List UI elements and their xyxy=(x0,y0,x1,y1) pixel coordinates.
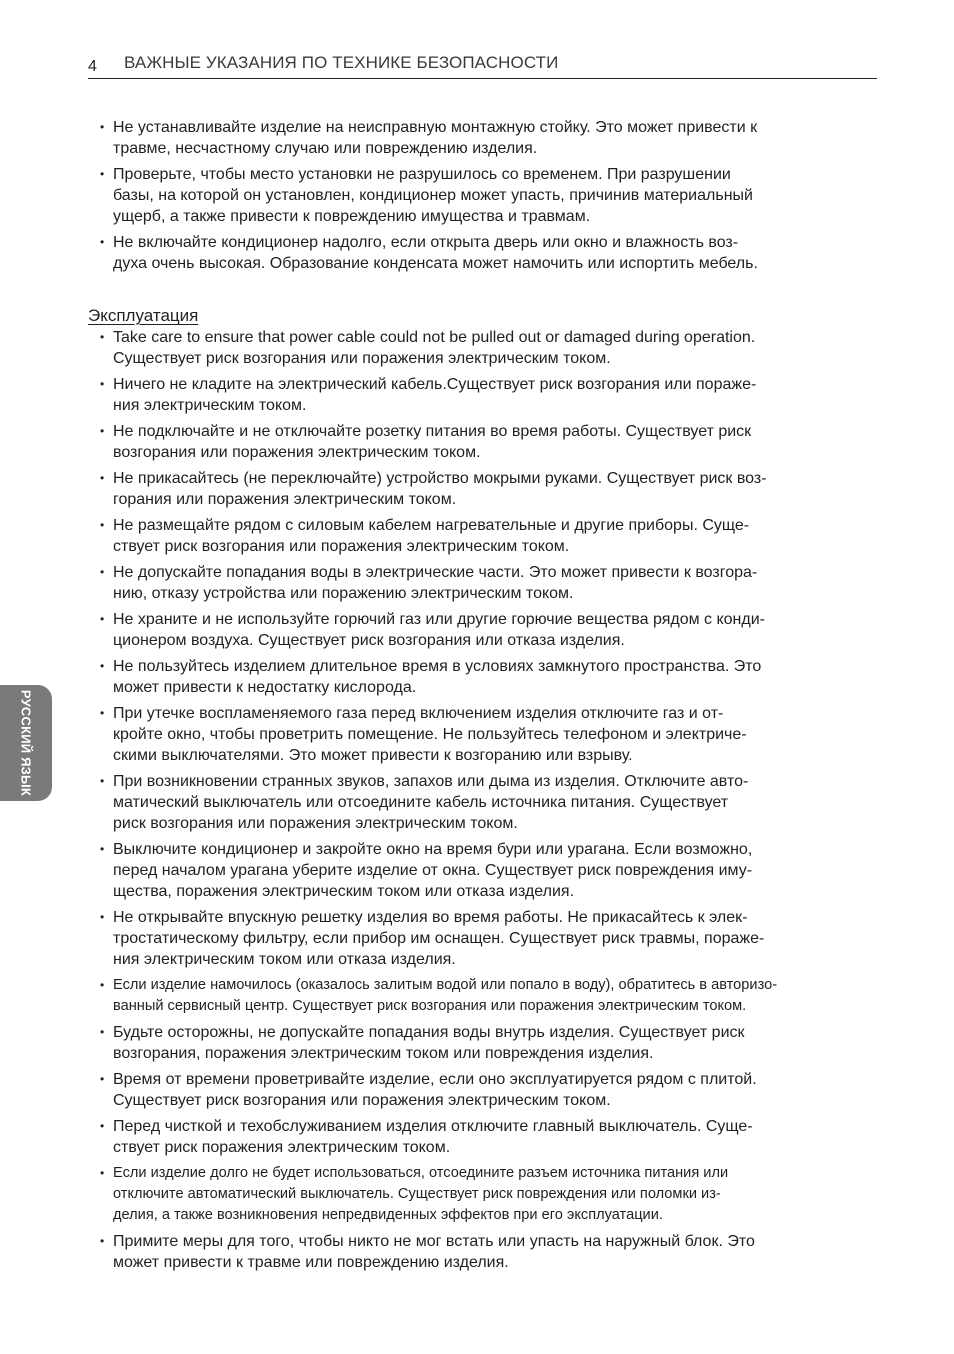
list-item: • При утечке воспламеняемого газа перед включением изделия отключите газ и от- кройте окно, чтобы проветрить помещение. Не пользуйтесь телефоном и электриче- скими выключателями. Это может привести к возгоранию или взрыву. xyxy=(100,703,880,766)
list-item: • Не пользуйтесь изделием длительное время в условиях замкнутого пространства. Это может привести к недостатку кислорода. xyxy=(100,656,880,698)
list-item: • Время от времени проветривайте изделие, если оно эксплуатируется рядом с плитой. Существует риск возгорания или поражения электрическим током. xyxy=(100,1069,880,1111)
list-item: • При возникновении странных звуков, запахов или дыма из изделия. Отключите авто- матический выключатель или отсоедините кабель источника питания. Существует риск возгорания или поражения электрическим током. xyxy=(100,771,880,834)
list-item: • Не прикасайтесь (не переключайте) устройство мокрыми руками. Существует риск воз- горания или поражения электрическим током. xyxy=(100,468,880,510)
list-item: • Не храните и не используйте горючий газ или другие горючие вещества рядом с конди- ционером воздуха. Существует риск возгорания или отказа изделия. xyxy=(100,609,880,651)
page-number: 4 xyxy=(88,58,97,75)
language-tab-label: РУССКИЙ ЯЗЫК xyxy=(18,689,34,797)
list-item: • Перед чисткой и техобслуживанием изделия отключите главный выключатель. Суще- ствует риск поражения электрическим током. xyxy=(100,1116,880,1158)
installation-section xyxy=(100,117,880,274)
list-item: • Не открывайте впускную решетку изделия во время работы. Не прикасайтесь к элек- тростатическому фильтру, если прибор им оснащен. Существует риск травмы, пораже- ния электрическим током или отказа изделия. xyxy=(100,907,880,970)
list-item: • Ничего не кладите на электрический кабель.Существует риск возгорания или пораже- ния электрическим током. xyxy=(100,374,880,416)
operation-section xyxy=(100,327,880,1273)
list-item: • Take care to ensure that power cable could not be pulled out or damaged during operation. Существует риск возгорания или поражения электрическим током. xyxy=(100,327,880,369)
section-heading-operation: Эксплуатация xyxy=(88,306,199,325)
list-item: • Выключите кондиционер и закройте окно на время бури или урагана. Если возможно, перед началом урагана уберите изделие от окна. Существует риск повреждения иму- щества, поражения электрическим током или отказа изделия. xyxy=(100,839,880,902)
list-item: • Не устанавливайте изделие на неисправную монтажную стойку. Это может привести к травме, несчастному случаю или повреждению изделия. xyxy=(100,117,880,159)
list-item: • Не включайте кондиционер надолго, если открыта дверь или окно и влажность воз- духа очень высокая. Образование конденсата может намочить или испортить мебель. xyxy=(100,232,880,274)
installation-list xyxy=(100,117,880,274)
list-item: • Проверьте, чтобы место установки не разрушилось со временем. При разрушении базы, на которой он установлен, кондиционер может упасть, причинив материальный ущерб, а также привести к повреждению имущества и травмам. xyxy=(100,164,880,227)
list-item: • Не допускайте попадания воды в электрические части. Это может привести к возгора- нию, отказу устройства или поражению электрическим током. xyxy=(100,562,880,604)
list-item: • Примите меры для того, чтобы никто не мог встать или упасть на наружный блок. Это может привести к травме или повреждению изделия. xyxy=(100,1231,880,1273)
list-item: • Не подключайте и не отключайте розетку питания во время работы. Существует риск возгорания или поражения электрическим током. xyxy=(100,421,880,463)
page-header xyxy=(88,54,877,79)
operation-list xyxy=(100,327,880,1273)
list-item: • Если изделие намочилось (оказалось залитым водой или попало в воду), обратитесь в авторизо- ванный сервисный центр. Существует риск возгорания или поражения электрическим током. xyxy=(100,975,880,1017)
language-side-tab xyxy=(0,685,52,801)
list-item: • Будьте осторожны, не допускайте попадания воды внутрь изделия. Существует риск возгорания, поражения электрическим током или повреждения изделия. xyxy=(100,1022,880,1064)
list-item: • Не размещайте рядом с силовым кабелем нагревательные и другие приборы. Суще- ствует риск возгорания или поражения электрическим током. xyxy=(100,515,880,557)
list-item: • Если изделие долго не будет использоваться, отсоедините разъем источника питания или отключите автоматический выключатель. Существует риск повреждения или поломки из- делия, а также возникновения непредвиденных эффектов при его эксплуатации. xyxy=(100,1163,880,1226)
header-title: ВАЖНЫЕ УКАЗАНИЯ ПО ТЕХНИКЕ БЕЗОПАСНОСТИ xyxy=(124,53,559,72)
